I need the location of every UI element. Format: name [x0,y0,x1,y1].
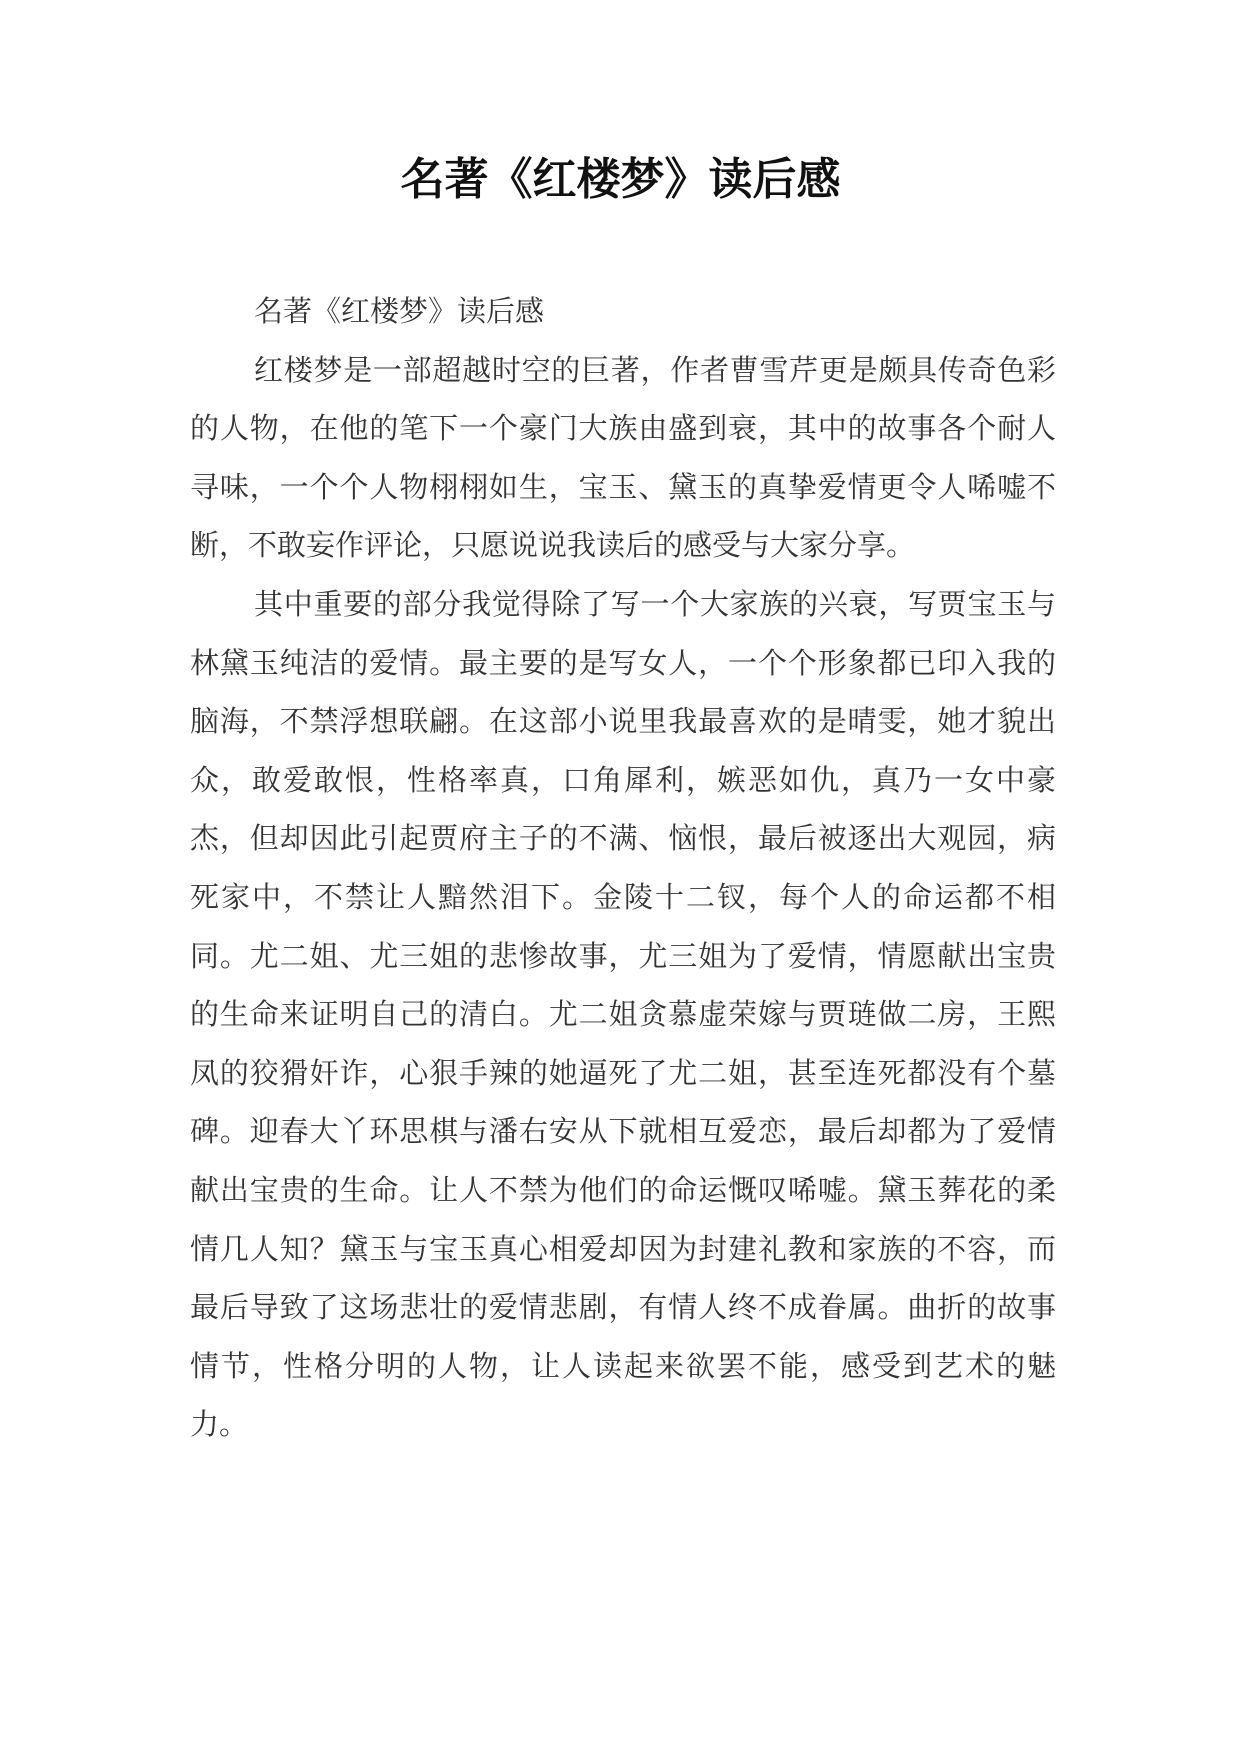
paragraph-main: 其中重要的部分我觉得除了写一个大家族的兴衰，写贾宝玉与林黛玉纯洁的爱情。最主要的是写女人，一个个形象都已印入我的脑海，不禁浮想联翩。在这部小说里我最喜欢的是晴雯，她才貌出众，敢爱敢恨，性格率真，口角犀利，嫉恶如仇，真乃一女中豪杰，但却因此引起贾府主子的不满、恼恨，最后被逐出大观园，病死家中，不禁让人黯然泪下。金陵十二钗，每个人的命运都不相同。尤二姐、尤三姐的悲惨故事，尤三姐为了爱情，情愿献出宝贵的生命来证明自己的清白。尤二姐贪慕虚荣嫁与贾琏做二房，王熙凤的狡猾奸诈，心狠手辣的她逼死了尤二姐，甚至连死都没有个墓碑。迎春大丫环思棋与潘右安从下就相互爱恋，最后却都为了爱情献出宝贵的生命。让人不禁为他们的命运慨叹唏嘘。黛玉葬花的柔情几人知？黛玉与宝玉真心相爱却因为封建礼教和家族的不容，而最后导致了这场悲壮的爱情悲剧，有情人终不成眷属。曲折的故事情节，性格分明的人物，让人读起来欲罢不能，感受到艺术的魅力。 [190,586,1056,1442]
document-title: 名著《红楼梦》读后感 [400,154,841,205]
document-body [190,282,1056,1454]
paragraph-subtitle: 名著《红楼梦》读后感 [254,294,545,328]
paragraph-intro: 红楼梦是一部超越时空的巨著，作者曹雪芹更是颇具传奇色彩的人物，在他的笔下一个豪门大族由盛到衰，其中的故事各个耐人寻味，一个个人物栩栩如生，宝玉、黛玉的真挚爱情更令人唏嘘不断，不敢妄作评论，只愿说说我读后的感受与大家分享。 [190,352,1056,563]
